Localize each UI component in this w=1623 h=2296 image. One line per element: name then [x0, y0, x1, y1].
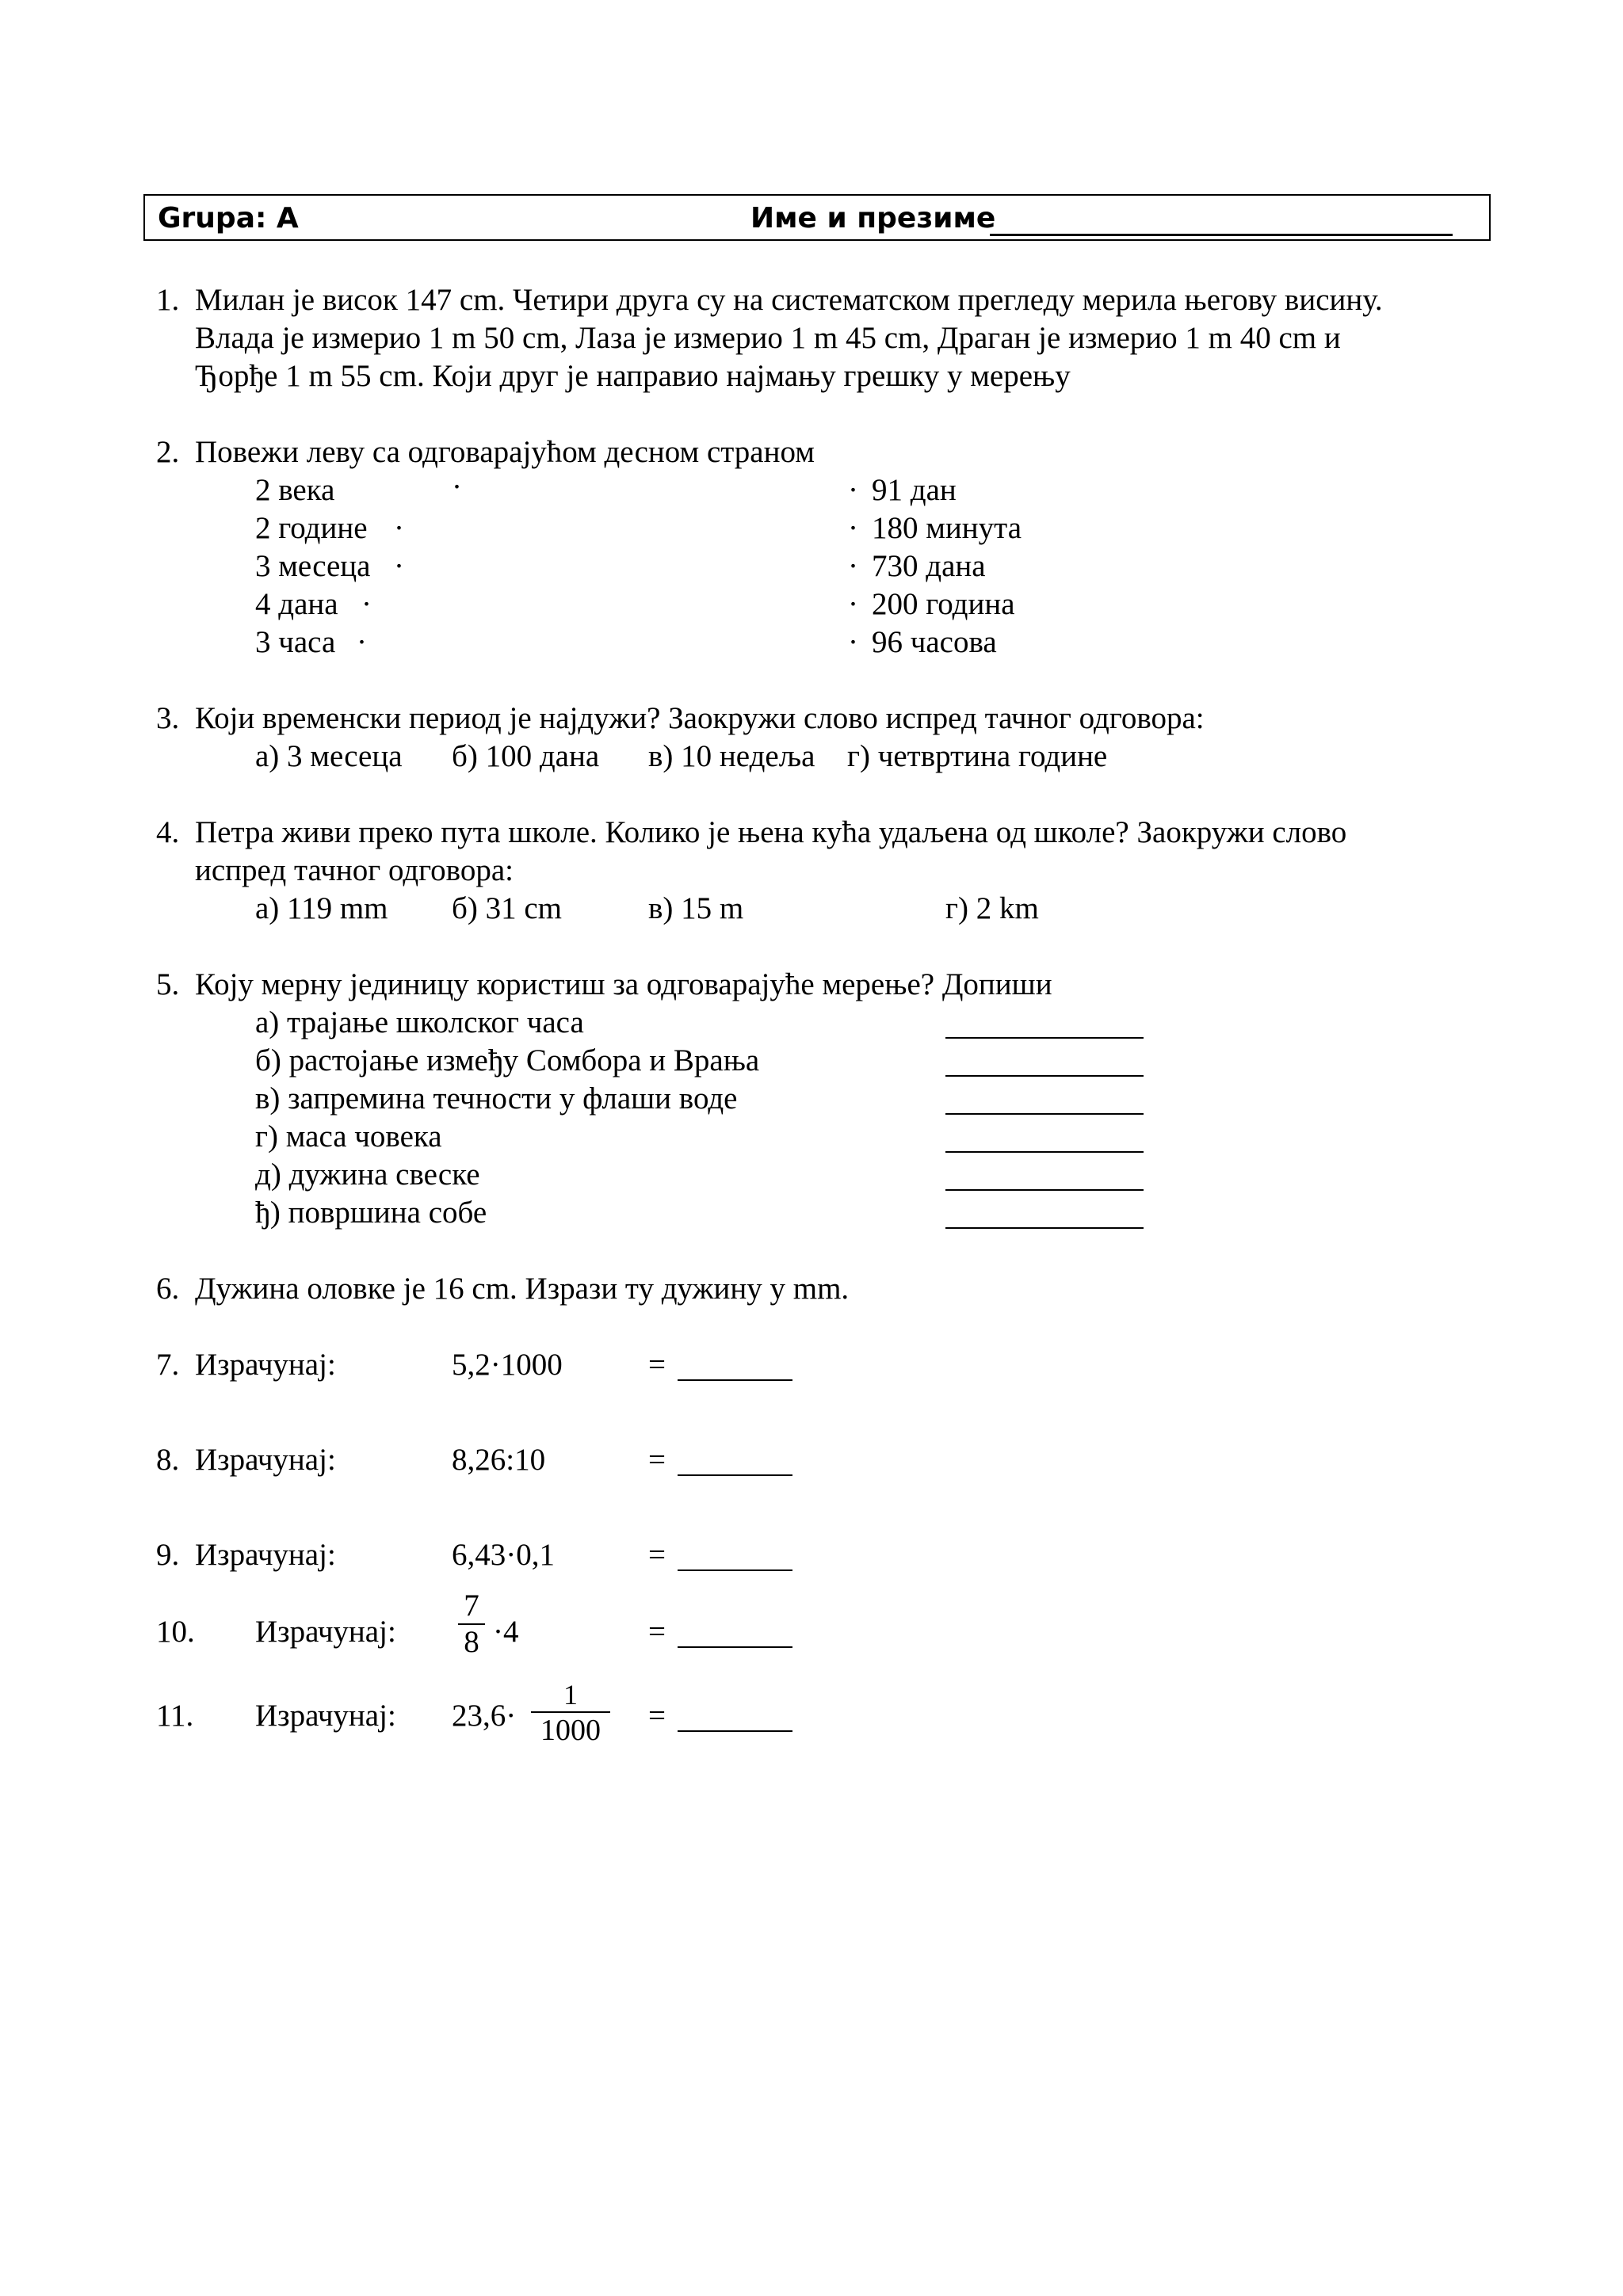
- q11-equals: =: [648, 1699, 666, 1733]
- q11-number: 11.: [156, 1699, 194, 1733]
- q2-left-item: 2 године: [255, 511, 368, 545]
- q1-line-3: Ђорђе 1 m 55 cm. Који друг је направио најмању грешку у мерењу: [195, 359, 1071, 393]
- q7-expression: 5,2·1000: [452, 1348, 563, 1382]
- q2-right-dot[interactable]: ·: [848, 625, 858, 659]
- q10-denominator: 8: [464, 1625, 479, 1659]
- q2-right-dot[interactable]: ·: [848, 549, 858, 583]
- q3-option-v[interactable]: в) 10 недеља: [648, 739, 815, 773]
- q3-option-b[interactable]: б) 100 дана: [452, 739, 600, 773]
- q8-label: Израчунај:: [195, 1443, 336, 1477]
- q11-fraction: [531, 1678, 610, 1748]
- q5-item: д) дужина свеске: [255, 1158, 480, 1192]
- q9-number: 9.: [156, 1538, 180, 1572]
- q3-option-a[interactable]: а) 3 месеца: [255, 739, 403, 773]
- q5-text: Коју мерну јединицу користиш за одговарајуће мерење? Допиши: [195, 967, 1052, 1001]
- q2-left-item: 2 века: [255, 473, 335, 507]
- q3-option-g[interactable]: г) четвртина године: [847, 739, 1108, 773]
- q11-head: 23,6·: [452, 1699, 517, 1733]
- q2-right-dot[interactable]: ·: [848, 587, 858, 621]
- q3-number: 3.: [156, 701, 180, 735]
- q11-numerator: 1: [563, 1679, 578, 1711]
- q8-equals: =: [648, 1443, 666, 1477]
- q9-answer-blank[interactable]: [678, 1541, 792, 1571]
- q2-left-dot[interactable]: ·: [394, 511, 404, 545]
- q2-number: 2.: [156, 435, 180, 469]
- q10-fraction: [458, 1589, 485, 1660]
- q5-answer-blank[interactable]: [945, 1161, 1144, 1191]
- q10-equals: =: [648, 1615, 666, 1649]
- q8-expression: 8,26:10: [452, 1443, 546, 1477]
- q5-answer-blank[interactable]: [945, 1199, 1144, 1229]
- q10-numerator: 7: [464, 1589, 479, 1623]
- q5-number: 5.: [156, 967, 180, 1001]
- q1-number: 1.: [156, 283, 180, 317]
- name-label: Име и презиме: [750, 202, 996, 235]
- q7-label: Израчунај:: [195, 1348, 336, 1382]
- q5-item: б) растојање између Сомбора и Врања: [255, 1043, 760, 1077]
- q2-left-dot[interactable]: ·: [357, 625, 367, 659]
- q8-answer-blank[interactable]: [678, 1446, 792, 1476]
- q9-label: Израчунај:: [195, 1538, 336, 1572]
- q2-right-item: 180 минута: [872, 511, 1022, 545]
- q11-label: Израчунај:: [255, 1699, 396, 1733]
- q1-line-2: Влада је измерио 1 m 50 cm, Лаза је измерио 1 m 45 cm, Драган је измерио 1 m 40 cm и: [195, 321, 1341, 355]
- q9-equals: =: [648, 1538, 666, 1572]
- q2-right-dot[interactable]: ·: [848, 473, 858, 507]
- q5-item: а) трајање школског часа: [255, 1005, 584, 1039]
- q2-left-dot[interactable]: ·: [361, 587, 372, 621]
- q2-left-item: 4 дана: [255, 587, 338, 621]
- q4-line-2: испред тачног одговора:: [195, 853, 514, 887]
- q10-answer-blank[interactable]: [678, 1618, 792, 1648]
- q11-denominator: 1000: [540, 1714, 601, 1747]
- group-label: Grupa: A: [158, 202, 299, 235]
- q2-left-dot[interactable]: ·: [452, 470, 462, 504]
- q5-answer-blank[interactable]: [945, 1009, 1144, 1039]
- q3-text: Који временски период је најдужи? Заокружи слово испред тачног одговора:: [195, 701, 1205, 735]
- q8-number: 8.: [156, 1443, 180, 1477]
- name-blank[interactable]: [990, 234, 1453, 236]
- q7-equals: =: [648, 1348, 666, 1382]
- q5-answer-blank[interactable]: [945, 1123, 1144, 1153]
- q6-number: 6.: [156, 1272, 180, 1306]
- q5-answer-blank[interactable]: [945, 1085, 1144, 1115]
- q10-label: Израчунај:: [255, 1615, 396, 1649]
- q4-option-b[interactable]: б) 31 cm: [452, 891, 562, 925]
- q5-item: в) запремина течности у флаши воде: [255, 1081, 738, 1116]
- q4-option-a[interactable]: а) 119 mm: [255, 891, 388, 925]
- q2-right-item: 96 часова: [872, 625, 997, 659]
- q2-left-dot[interactable]: ·: [394, 549, 404, 583]
- q10-tail: ·4: [493, 1615, 519, 1649]
- q6-text: Дужина оловке је 16 cm. Изрази ту дужину у mm.: [195, 1272, 850, 1306]
- q10-number: 10.: [156, 1615, 195, 1649]
- q7-number: 7.: [156, 1348, 180, 1382]
- q11-answer-blank[interactable]: [678, 1702, 792, 1732]
- q4-line-1: Петра живи преко пута школе. Колико је њена кућа удаљена од школе? Заокружи слово: [195, 815, 1347, 849]
- q2-right-dot[interactable]: ·: [848, 511, 858, 545]
- q2-right-item: 730 дана: [872, 549, 986, 583]
- q5-answer-blank[interactable]: [945, 1047, 1144, 1077]
- q4-option-v[interactable]: в) 15 m: [648, 891, 744, 925]
- q7-answer-blank[interactable]: [678, 1351, 792, 1381]
- q2-right-item: 200 година: [872, 587, 1015, 621]
- q2-right-item: 91 дан: [872, 473, 957, 507]
- q5-item: ђ) површина собе: [255, 1196, 487, 1230]
- q2-left-item: 3 месеца: [255, 549, 371, 583]
- q2-text: Повежи леву са одговарајућом десном страном: [195, 435, 815, 469]
- header-box: [143, 194, 1491, 241]
- q4-option-g[interactable]: г) 2 km: [945, 891, 1039, 925]
- q1-line-1: Милан је висок 147 cm. Четири друга су на систематском прегледу мерила његову висину.: [195, 283, 1383, 317]
- q2-left-item: 3 часа: [255, 625, 336, 659]
- q9-expression: 6,43·0,1: [452, 1538, 555, 1572]
- q5-item: г) маса човека: [255, 1119, 442, 1154]
- q4-number: 4.: [156, 815, 180, 849]
